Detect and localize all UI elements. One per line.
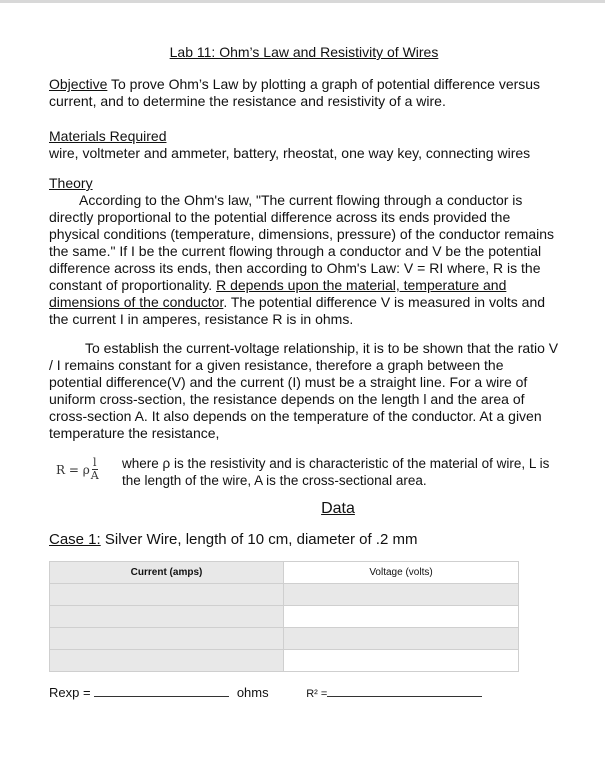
header-voltage: Voltage (volts) — [284, 562, 519, 584]
cell-voltage[interactable] — [284, 606, 519, 628]
cell-voltage[interactable] — [284, 628, 519, 650]
results-footer — [49, 685, 482, 700]
theory-paragraph-1 — [49, 192, 559, 328]
resistivity-formula — [56, 457, 99, 482]
objective-section — [49, 76, 559, 110]
materials-text: wire, voltmeter and ammeter, battery, rheostat, one way key, connecting wires — [49, 145, 531, 161]
table-row — [50, 628, 519, 650]
case-text: Silver Wire, length of 10 cm, diameter of .2 mm — [100, 531, 418, 548]
top-border — [0, 0, 605, 3]
case-label: Case 1: — [49, 531, 101, 548]
theory-paragraph-2: To establish the current-voltage relationship, it is to be shown that the ratio V / I remains constant for a given resistance, therefore a graph between the potential difference(V) and the current (I) must be a straight line. For a wire of uniform cross-section, the resistance depends on the length l and the area of cross-section A. It also depends on the temperature of the conductor. At a given temperature the resistance, — [49, 340, 559, 441]
cell-current[interactable] — [50, 628, 284, 650]
theory-p1-underlined: R depends upon the material, temperature and dimensions of the conductor — [49, 277, 507, 310]
rexp-label: Rexp = — [49, 685, 91, 700]
table-header-row — [50, 562, 519, 584]
theory-label: Theory — [49, 175, 93, 191]
data-heading: Data — [321, 500, 355, 517]
r2-blank[interactable] — [327, 696, 482, 697]
table-row — [50, 650, 519, 672]
table-row — [50, 606, 519, 628]
cell-current[interactable] — [50, 650, 284, 672]
case-1 — [49, 531, 417, 548]
formula-lhs: R = ρ — [56, 462, 90, 477]
data-table — [49, 561, 519, 672]
theory-p1-text-b: . The potential difference V is measured in volts and the current I in amperes, resistance R is in ohms. — [49, 294, 546, 327]
theory-p1-text-a: According to the Ohm's law, "The current flowing through a conductor is directly proportional to the potential difference across its ends provided the physical conditions (temperature, dimensions, pressure) of the conductor remains the same." If I be the current flowing through a conductor and V be the potential difference across its ends, then according to Ohm's Law: V = RI where, R is the constant of proportionality. — [49, 192, 555, 293]
formula-explanation: where ρ is the resistivity and is characteristic of the material of wire, L is the length of the wire, A is the cross-sectional area. — [122, 456, 550, 488]
table-row — [50, 584, 519, 606]
ohms-unit: ohms — [236, 685, 269, 700]
theory-section — [49, 175, 559, 328]
materials-label: Materials Required — [49, 128, 167, 144]
formula-fraction — [91, 457, 99, 482]
cell-voltage[interactable] — [284, 584, 519, 606]
rexp-blank[interactable] — [94, 696, 229, 697]
cell-current[interactable] — [50, 584, 284, 606]
page-title: Lab 11: Ohm’s Law and Resistivity of Wires — [169, 44, 439, 60]
r2-label: R² = — [306, 688, 328, 700]
formula-denominator: A — [90, 469, 99, 482]
materials-section — [49, 128, 559, 162]
cell-voltage[interactable] — [284, 650, 519, 672]
cell-current[interactable] — [50, 606, 284, 628]
formula-numerator: l — [92, 456, 97, 469]
objective-label: Objective — [49, 76, 108, 92]
objective-text: To prove Ohm’s Law by plotting a graph of potential difference versus current, and to determine the resistance and resistivity of a wire. — [49, 76, 541, 109]
header-current: Current (amps) — [50, 562, 284, 584]
